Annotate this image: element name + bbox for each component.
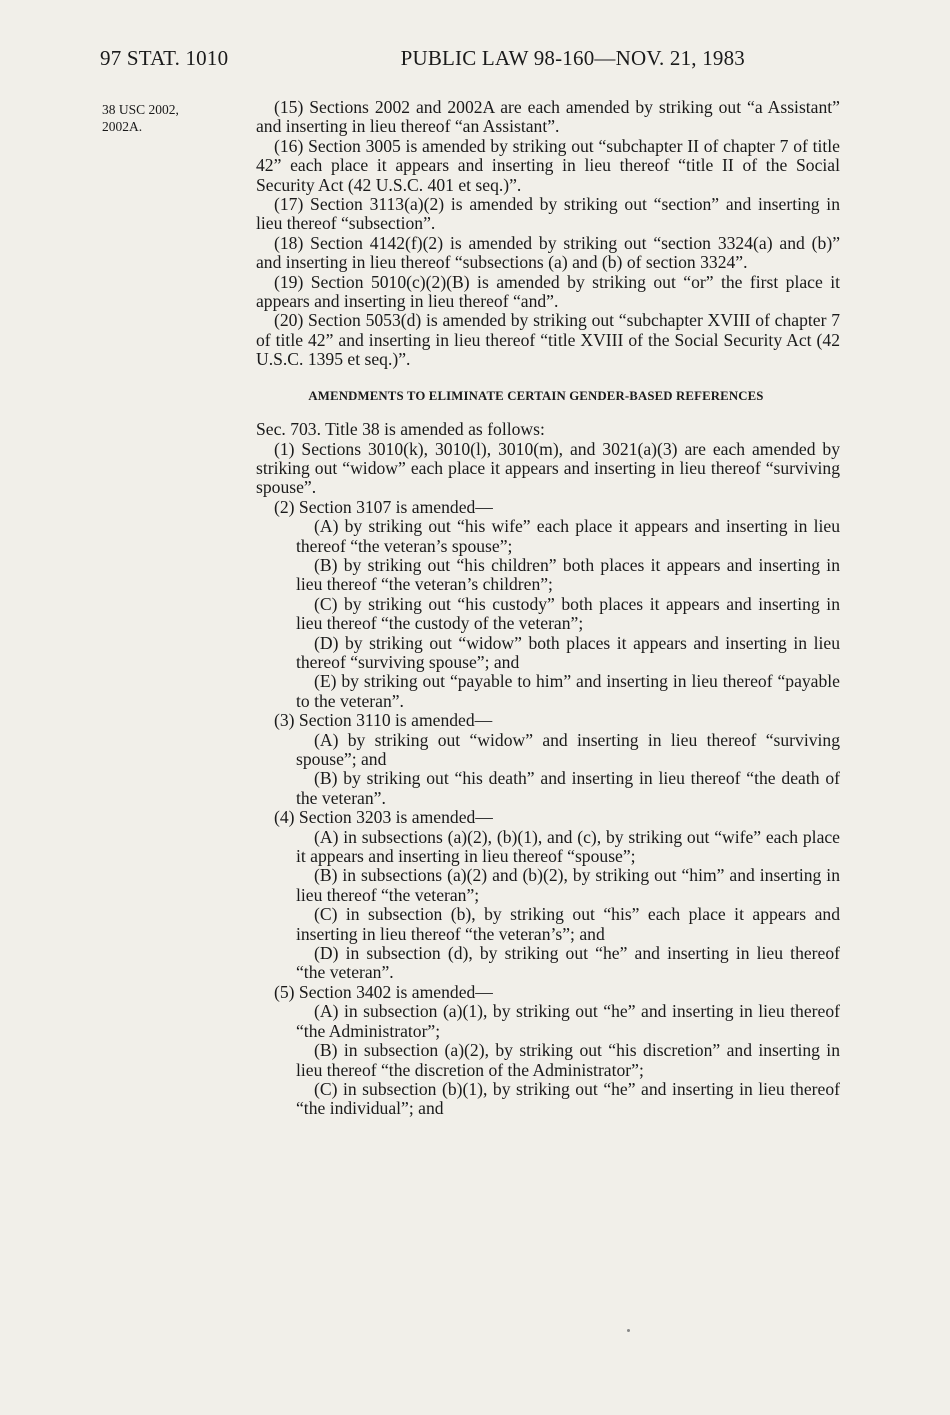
- page-speck: [627, 1329, 630, 1332]
- amendment-subitem: (B) in subsection (a)(2), by striking out “his discretion” and inserting in lieu thereof “the discretion of the Administrator”;: [296, 1040, 840, 1080]
- amendment-item: (1) Sections 3010(k), 3010(l), 3010(m), and 3021(a)(3) are each amended by striking out “widow” each place it appears and inserting in lieu thereof “surviving spouse”.: [256, 438, 840, 498]
- section-heading: [256, 420, 840, 439]
- amendment-subitem: (B) by striking out “his death” and inserting in lieu thereof “the death of the veteran”.: [296, 768, 840, 808]
- amendment-item: (5) Section 3402 is amended—: [274, 981, 493, 1002]
- amendment-subitem: (A) by striking out “his wife” each place it appears and inserting in lieu thereof “the veteran’s spouse”;: [296, 516, 840, 556]
- amendment-subitem: (A) in subsection (a)(1), by striking out “he” and inserting in lieu thereof “the Administrator”;: [296, 1001, 840, 1041]
- amendment-subitem: (D) by striking out “widow” both places it appears and inserting in lieu thereof “surviving spouse”; and: [296, 632, 840, 672]
- amendment-subitem: (C) in subsection (b)(1), by striking out “he” and inserting in lieu thereof “the individual”; and: [296, 1078, 840, 1119]
- section-intro: Title 38 is amended as follows:: [321, 419, 545, 440]
- paragraph: (17) Section 3113(a)(2) is amended by striking out “section” and inserting in lieu thereof “subsection”.: [256, 194, 840, 234]
- amendment-subitem: (E) by striking out “payable to him” and inserting in lieu thereof “payable to the veteran”.: [296, 671, 840, 711]
- amendment-item: (2) Section 3107 is amended—: [274, 496, 493, 517]
- document-body: [256, 98, 840, 1119]
- margin-citation: [102, 101, 179, 135]
- paragraph: (19) Section 5010(c)(2)(B) is amended by striking out “or” the first place it appears and inserting in lieu thereof “and”.: [256, 271, 840, 312]
- margin-citation-line: 38 USC 2002,: [102, 102, 179, 117]
- paragraph: (16) Section 3005 is amended by striking out “subchapter II of chapter 7 of title 42” each place it appears and inserting in lieu thereof “title II of the Social Security Act (42 U.S.C. 401 et seq.)”.: [256, 135, 840, 195]
- paragraph: (18) Section 4142(f)(2) is amended by striking out “section 3324(a) and (b)” and inserting in lieu thereof “subsections (a) and (b) of section 3324”.: [256, 232, 840, 273]
- amendment-list: [256, 440, 840, 1119]
- paragraph: (20) Section 5053(d) is amended by striking out “subchapter XVIII of chapter 7 of title 42” and inserting in lieu thereof “title XVIII of the Social Security Act (42 U.S.C. 1395 et seq.)”.: [256, 310, 840, 370]
- amendment-item: (3) Section 3110 is amended—: [274, 710, 493, 731]
- page-header: [100, 46, 745, 78]
- amendment-subitem: (B) in subsections (a)(2) and (b)(2), by striking out “him” and inserting in lieu thereof “the veteran”;: [296, 865, 840, 905]
- amendment-subitem: (C) by striking out “his custody” both places it appears and inserting in lieu thereof “the custody of the veteran”;: [296, 593, 840, 634]
- statute-page-number: 97 STAT. 1010: [100, 46, 229, 70]
- amendment-subitem: (C) in subsection (b), by striking out “his” each place it appears and inserting in lieu thereof “the veteran’s”; and: [296, 904, 840, 944]
- amendment-subitem: (B) by striking out “his children” both places it appears and inserting in lieu thereof “the veteran’s children”;: [296, 554, 840, 595]
- margin-citation-line: 2002A.: [102, 119, 143, 134]
- amendment-subitem: (A) by striking out “widow” and inserting in lieu thereof “surviving spouse”; and: [296, 729, 840, 769]
- paragraph: (15) Sections 2002 and 2002A are each amended by striking out “a Assistant” and inserting in lieu thereof “an Assistant”.: [256, 97, 840, 137]
- section-label: Sec. 703.: [256, 419, 321, 440]
- amendment-subitem: (D) in subsection (d), by striking out “he” and inserting in lieu thereof “the veteran”.: [296, 943, 840, 983]
- section-caption: AMENDMENTS TO ELIMINATE CERTAIN GENDER-BASED REFERENCES: [308, 388, 764, 403]
- law-title-date: PUBLIC LAW 98-160—NOV. 21, 1983: [400, 46, 745, 70]
- amendment-subitem: (A) in subsections (a)(2), (b)(1), and (c), by striking out “wife” each place it appears and inserting in lieu thereof “spouse”;: [296, 826, 840, 867]
- amendment-item: (4) Section 3203 is amended—: [274, 807, 493, 828]
